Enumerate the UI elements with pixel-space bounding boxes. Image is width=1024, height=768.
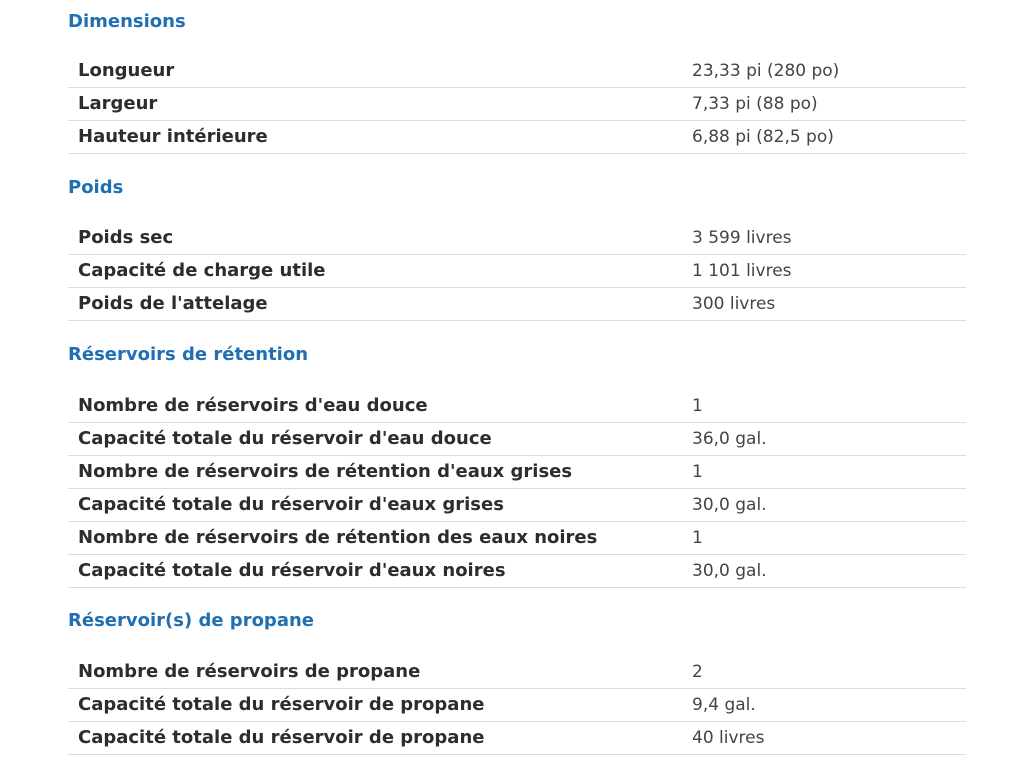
spec-value: 300 livres bbox=[692, 294, 776, 314]
spec-value: 6,88 pi (82,5 po) bbox=[692, 127, 834, 147]
spec-row-capacite-charge-utile bbox=[68, 255, 966, 288]
section-title-dimensions: Dimensions bbox=[68, 11, 186, 32]
spec-label: Longueur bbox=[78, 60, 175, 81]
section-title-poids: Poids bbox=[68, 177, 124, 198]
spec-row-capacite-propane-livres bbox=[68, 722, 966, 755]
spec-row-capacite-eau-douce bbox=[68, 423, 966, 456]
spec-value: 9,4 gal. bbox=[692, 695, 756, 715]
spec-label: Poids sec bbox=[78, 227, 174, 248]
section-title-reservoirs-retention: Réservoirs de rétention bbox=[68, 344, 309, 365]
spec-label: Nombre de réservoirs de rétention des eaux noires bbox=[78, 527, 598, 548]
spec-label: Poids de l'attelage bbox=[78, 293, 268, 314]
spec-label: Capacité de charge utile bbox=[78, 260, 326, 281]
spec-row-nb-reservoirs-eau-douce bbox=[68, 390, 966, 423]
spec-label: Capacité totale du réservoir d'eau douce bbox=[78, 428, 492, 449]
spec-row-hauteur-interieure bbox=[68, 121, 966, 154]
spec-value: 7,33 pi (88 po) bbox=[692, 94, 818, 114]
spec-value: 30,0 gal. bbox=[692, 561, 767, 581]
section-title-reservoirs-propane: Réservoir(s) de propane bbox=[68, 610, 314, 631]
spec-label: Capacité totale du réservoir d'eaux noires bbox=[78, 560, 506, 581]
spec-value: 1 101 livres bbox=[692, 261, 792, 281]
spec-value: 40 livres bbox=[692, 728, 765, 748]
spec-row-capacite-eaux-grises bbox=[68, 489, 966, 522]
spec-label: Nombre de réservoirs de rétention d'eaux grises bbox=[78, 461, 573, 482]
spec-label: Capacité totale du réservoir de propane bbox=[78, 727, 485, 748]
spec-row-longueur bbox=[68, 55, 966, 88]
spec-label: Capacité totale du réservoir de propane bbox=[78, 694, 485, 715]
spec-value: 1 bbox=[692, 462, 703, 482]
spec-row-poids-sec bbox=[68, 222, 966, 255]
spec-value: 3 599 livres bbox=[692, 228, 792, 248]
spec-row-nb-reservoirs-eaux-noires bbox=[68, 522, 966, 555]
spec-label: Largeur bbox=[78, 93, 158, 114]
spec-value: 2 bbox=[692, 662, 703, 682]
spec-label: Capacité totale du réservoir d'eaux grises bbox=[78, 494, 504, 515]
spec-row-capacite-propane-gal bbox=[68, 689, 966, 722]
spec-label: Hauteur intérieure bbox=[78, 126, 268, 147]
spec-value: 36,0 gal. bbox=[692, 429, 767, 449]
spec-value: 1 bbox=[692, 528, 703, 548]
spec-label: Nombre de réservoirs de propane bbox=[78, 661, 421, 682]
spec-value: 30,0 gal. bbox=[692, 495, 767, 515]
spec-value: 23,33 pi (280 po) bbox=[692, 61, 840, 81]
spec-row-nb-reservoirs-eaux-grises bbox=[68, 456, 966, 489]
spec-label: Nombre de réservoirs d'eau douce bbox=[78, 395, 428, 416]
spec-row-largeur bbox=[68, 88, 966, 121]
spec-row-capacite-eaux-noires bbox=[68, 555, 966, 588]
spec-value: 1 bbox=[692, 396, 703, 416]
spec-row-nb-reservoirs-propane bbox=[68, 656, 966, 689]
spec-row-poids-attelage bbox=[68, 288, 966, 321]
